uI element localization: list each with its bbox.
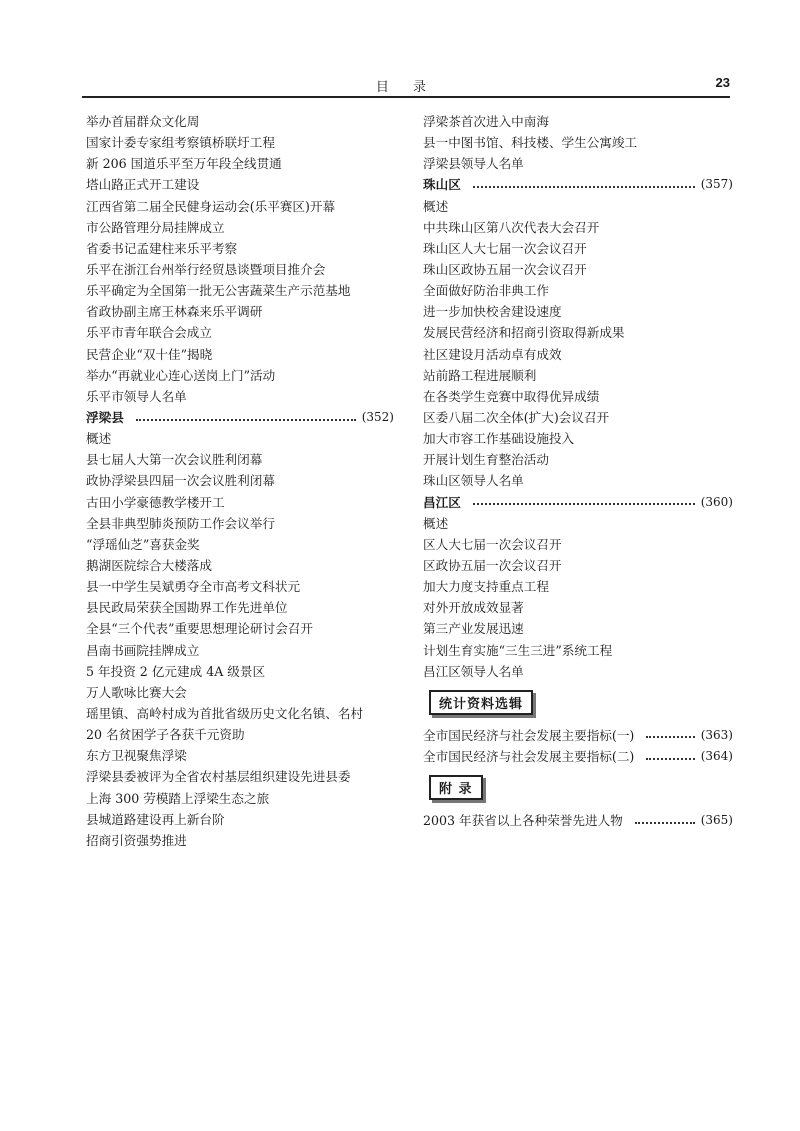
toc-entry: 县一中学生吴斌勇夺全市高考文科状元: [86, 579, 301, 595]
toc-entry: 万人歌咏比赛大会: [86, 684, 187, 700]
toc-page-number: (363): [700, 727, 733, 742]
toc-entry: 新 206 国道乐平至万年段全线贯通: [86, 156, 282, 172]
toc-entry: 县一中图书馆、科技楼、学生公寓竣工: [423, 135, 638, 151]
page-number: 23: [715, 75, 730, 90]
toc-entry: 对外开放成效显著: [423, 600, 524, 616]
toc-entry: 江西省第二届全民健身运动会(乐平赛区)开幕: [86, 198, 336, 214]
toc-entry: 民营企业“双十佳”揭晓: [86, 346, 213, 362]
toc-entry: 东方卫视聚焦浮梁: [86, 748, 187, 764]
toc-entry: 加大力度支持重点工程: [423, 579, 549, 595]
dot-leader: [136, 419, 356, 421]
toc-entry: 区人大七届一次会议召开: [423, 536, 562, 552]
toc-entry-title: 浮梁县: [86, 409, 124, 425]
toc-entry: 加大市容工作基础设施投入: [423, 431, 575, 447]
toc-entry: 省政协副主席王林森来乐平调研: [86, 304, 263, 320]
toc-entry: 发展民营经济和招商引资取得新成果: [423, 325, 625, 341]
dot-leader: [635, 822, 695, 824]
toc-entry: 瑶里镇、高岭村成为首批省级历史文化名镇、名村: [86, 705, 364, 721]
toc-entry: 省委书记孟建柱来乐平考察: [86, 240, 238, 256]
toc-entry: 县七届人大第一次会议胜利闭幕: [86, 452, 263, 468]
toc-entry-title: 2003 年获省以上各种荣誉先进人物: [423, 813, 623, 829]
boxed-section-title: [429, 690, 533, 715]
toc-entry-title: 珠山区: [423, 177, 461, 193]
toc-entry-title: 昌江区: [423, 494, 461, 510]
toc-page-number: (360): [700, 494, 733, 509]
toc-entry: 珠山区人大七届一次会议召开: [423, 240, 587, 256]
toc-page-number: (357): [700, 177, 733, 192]
toc-entry: 政协浮梁县四届一次会议胜利闭幕: [86, 473, 275, 489]
header-rule: [82, 96, 730, 98]
toc-page-number: (365): [700, 813, 733, 828]
header-title: 目 录: [375, 80, 437, 95]
toc-page-number: (364): [700, 748, 733, 763]
dot-leader: [646, 758, 694, 760]
toc-entry: “浮瑶仙芝”喜获金奖: [86, 536, 200, 552]
toc-entry: 5 年投资 2 亿元建成 4A 级景区: [86, 663, 266, 679]
toc-entry: 招商引资强势推进: [86, 832, 187, 848]
toc-section-heading: [86, 407, 394, 428]
toc-entry: 国家计委专家组考察镇桥联圩工程: [86, 135, 275, 151]
toc-indexed-entry: [423, 725, 733, 746]
toc-entry: 市公路管理分局挂牌成立: [86, 219, 225, 235]
boxed-section-title: [429, 775, 483, 800]
toc-entry: 第三产业发展迅速: [423, 621, 524, 637]
toc-section-heading: [423, 492, 733, 513]
toc-entry: 珠山区领导人名单: [423, 473, 524, 489]
toc-entry: 概述: [423, 198, 449, 214]
toc-entry: 社区建设月活动卓有成效: [423, 346, 562, 362]
toc-entry: 站前路工程进展顺利: [423, 367, 537, 383]
toc-entry: 举办“再就业心连心送岗上门”活动: [86, 367, 276, 383]
toc-indexed-entry: [423, 810, 733, 831]
toc-entry-title: 全市国民经济与社会发展主要指标(二): [423, 748, 635, 764]
toc-entry: 古田小学豪德教学楼开工: [86, 494, 225, 510]
toc-right-column: [423, 111, 733, 831]
page-header: [82, 76, 730, 96]
toc-entry: 乐平市领导人名单: [86, 388, 187, 404]
toc-entry: 塔山路正式开工建设: [86, 177, 200, 193]
toc-entry: 珠山区政协五届一次会议召开: [423, 261, 587, 277]
toc-entry: 浮梁县委被评为全省农村基层组织建设先进县委: [86, 769, 351, 785]
boxed-section-label: 附 录: [429, 775, 483, 800]
toc-left-column: [86, 111, 394, 851]
toc-entry: 中共珠山区第八次代表大会召开: [423, 219, 600, 235]
toc-entry: 全面做好防治非典工作: [423, 283, 549, 299]
dot-leader: [646, 736, 694, 738]
toc-entry: 全县非典型肺炎预防工作会议举行: [86, 515, 275, 531]
toc-entry: 昌南书画院挂牌成立: [86, 642, 200, 658]
toc-entry: 浮梁县领导人名单: [423, 156, 524, 172]
toc-entry: 乐平在浙江台州举行经贸恳谈暨项目推介会: [86, 261, 326, 277]
toc-entry: 20 名贫困学子各获千元资助: [86, 727, 245, 743]
toc-entry: 区委八届二次全体(扩大)会议召开: [423, 409, 610, 425]
toc-entry: 概述: [423, 515, 449, 531]
toc-entry: 乐平市青年联合会成立: [86, 325, 212, 341]
dot-leader: [473, 186, 695, 188]
toc-entry: 计划生育实施“三生三进”系统工程: [423, 642, 613, 658]
boxed-section-label: 统计资料选辑: [429, 690, 533, 715]
toc-entry: 概述: [86, 431, 112, 447]
toc-entry: 进一步加快校舍建设速度: [423, 304, 562, 320]
toc-entry: 昌江区领导人名单: [423, 663, 524, 679]
toc-entry: 乐平确定为全国第一批无公害蔬菜生产示范基地: [86, 283, 351, 299]
toc-indexed-entry: [423, 746, 733, 767]
toc-entry: 鹅湖医院综合大楼落成: [86, 557, 212, 573]
dot-leader: [473, 503, 695, 505]
toc-entry: 开展计划生育整治活动: [423, 452, 549, 468]
toc-entry: 浮梁茶首次进入中南海: [423, 114, 549, 129]
toc-entry: 在各类学生竞赛中取得优异成绩: [423, 388, 600, 404]
toc-entry: 区政协五届一次会议召开: [423, 557, 562, 573]
toc-entry: 县城道路建设再上新台阶: [86, 811, 225, 827]
toc-entry: 全县“三个代表”重要思想理论研讨会召开: [86, 621, 313, 637]
toc-entry: 举办首届群众文化周: [86, 114, 200, 129]
toc-entry-title: 全市国民经济与社会发展主要指标(一): [423, 727, 635, 743]
toc-section-heading: [423, 174, 733, 195]
toc-entry: 县民政局荣获全国勘界工作先进单位: [86, 600, 288, 616]
toc-entry: 上海 300 劳模踏上浮梁生态之旅: [86, 790, 270, 806]
toc-page-number: (352): [361, 409, 394, 424]
